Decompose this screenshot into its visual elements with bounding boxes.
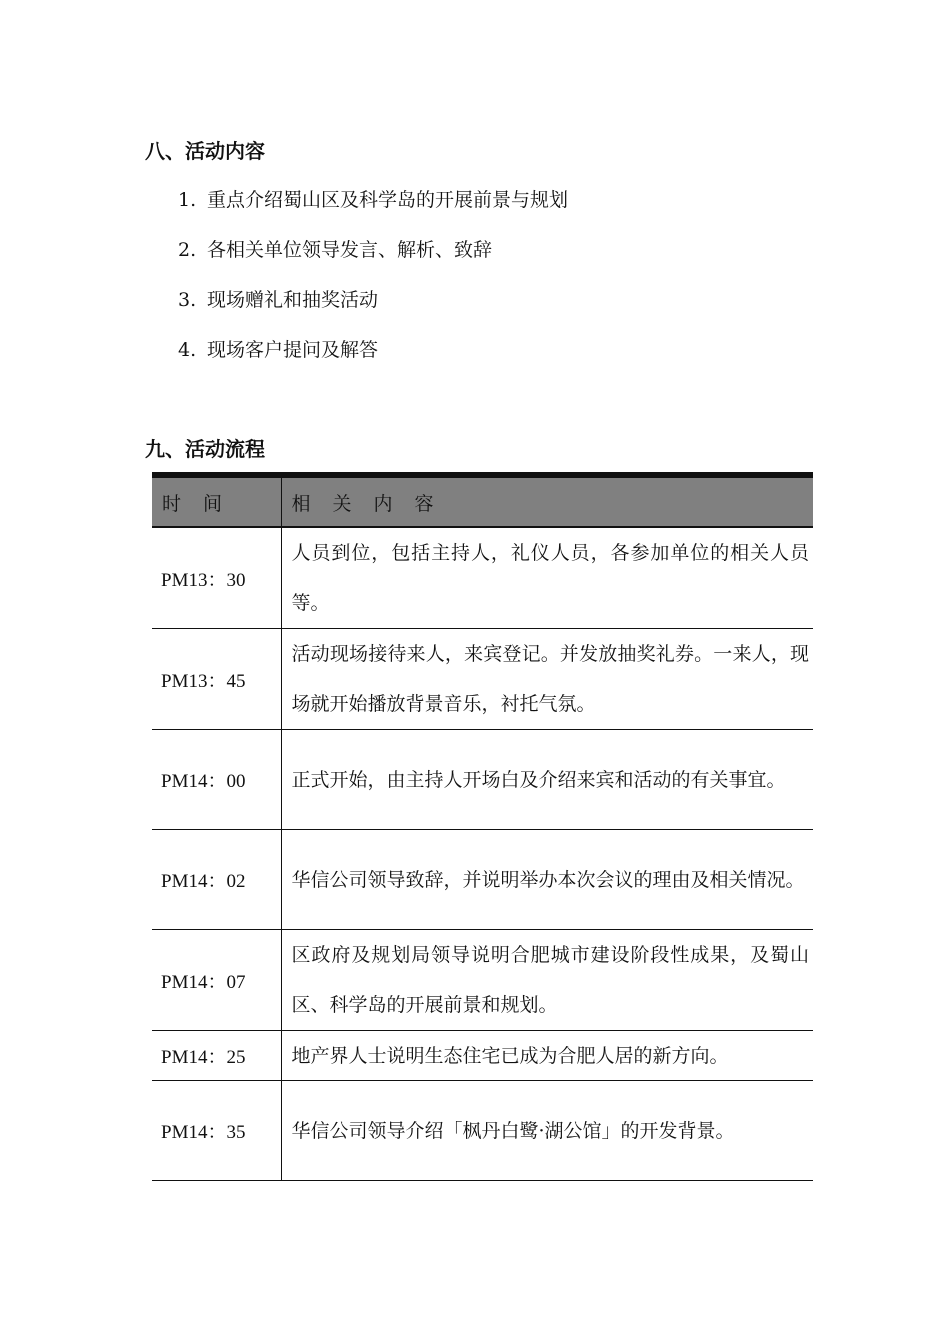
table-row — [152, 1081, 813, 1181]
content-cell: 华信公司领导介绍「枫丹白鹭·湖公馆」的开发背景。 — [281, 1081, 813, 1181]
list-item-text: 现场客户提问及解答 — [207, 339, 379, 361]
time-cell: PM14：00 — [152, 730, 281, 830]
list-item-number: 3. — [178, 289, 197, 311]
time-cell: PM13：30 — [152, 527, 281, 629]
list-item — [178, 186, 568, 236]
list-item-number: 2. — [178, 239, 197, 261]
list-item-text: 现场赠礼和抽奖活动 — [207, 289, 379, 311]
column-header-content: 相关内容 — [281, 475, 813, 527]
list-item — [178, 236, 568, 286]
time-cell: PM13：45 — [152, 629, 281, 730]
section-title-activity-flow: 九、活动流程 — [145, 437, 265, 461]
list-item-text: 各相关单位领导发言、解析、致辞 — [207, 239, 493, 261]
list-item — [178, 336, 568, 386]
content-cell: 区政府及规划局领导说明合肥城市建设阶段性成果，及蜀山区、科学岛的开展前景和规划。 — [281, 930, 813, 1031]
list-item-number: 1. — [178, 189, 197, 211]
table-row — [152, 730, 813, 830]
time-cell: PM14：35 — [152, 1081, 281, 1181]
table-row — [152, 1031, 813, 1081]
table-row — [152, 629, 813, 730]
column-header-time: 时间 — [152, 475, 281, 527]
content-cell: 人员到位，包括主持人，礼仪人员，各参加单位的相关人员等。 — [281, 527, 813, 629]
table-row — [152, 930, 813, 1031]
section-title-activity-content: 八、活动内容 — [145, 139, 265, 163]
content-cell: 正式开始，由主持人开场白及介绍来宾和活动的有关事宜。 — [281, 730, 813, 830]
list-item — [178, 286, 568, 336]
list-item-text: 重点介绍蜀山区及科学岛的开展前景与规划 — [207, 189, 569, 211]
content-cell: 地产界人士说明生态住宅已成为合肥人居的新方向。 — [281, 1031, 813, 1081]
activity-flow-table — [152, 472, 813, 1181]
time-cell: PM14：02 — [152, 830, 281, 930]
activity-content-list — [178, 186, 568, 386]
content-cell: 活动现场接待来人，来宾登记。并发放抽奖礼券。一来人，现场就开始播放背景音乐，衬托气氛。 — [281, 629, 813, 730]
table-header-row — [152, 475, 813, 527]
table-row — [152, 527, 813, 629]
table-row — [152, 830, 813, 930]
list-item-number: 4. — [178, 339, 197, 361]
time-cell: PM14：07 — [152, 930, 281, 1031]
content-cell: 华信公司领导致辞，并说明举办本次会议的理由及相关情况。 — [281, 830, 813, 930]
time-cell: PM14：25 — [152, 1031, 281, 1081]
